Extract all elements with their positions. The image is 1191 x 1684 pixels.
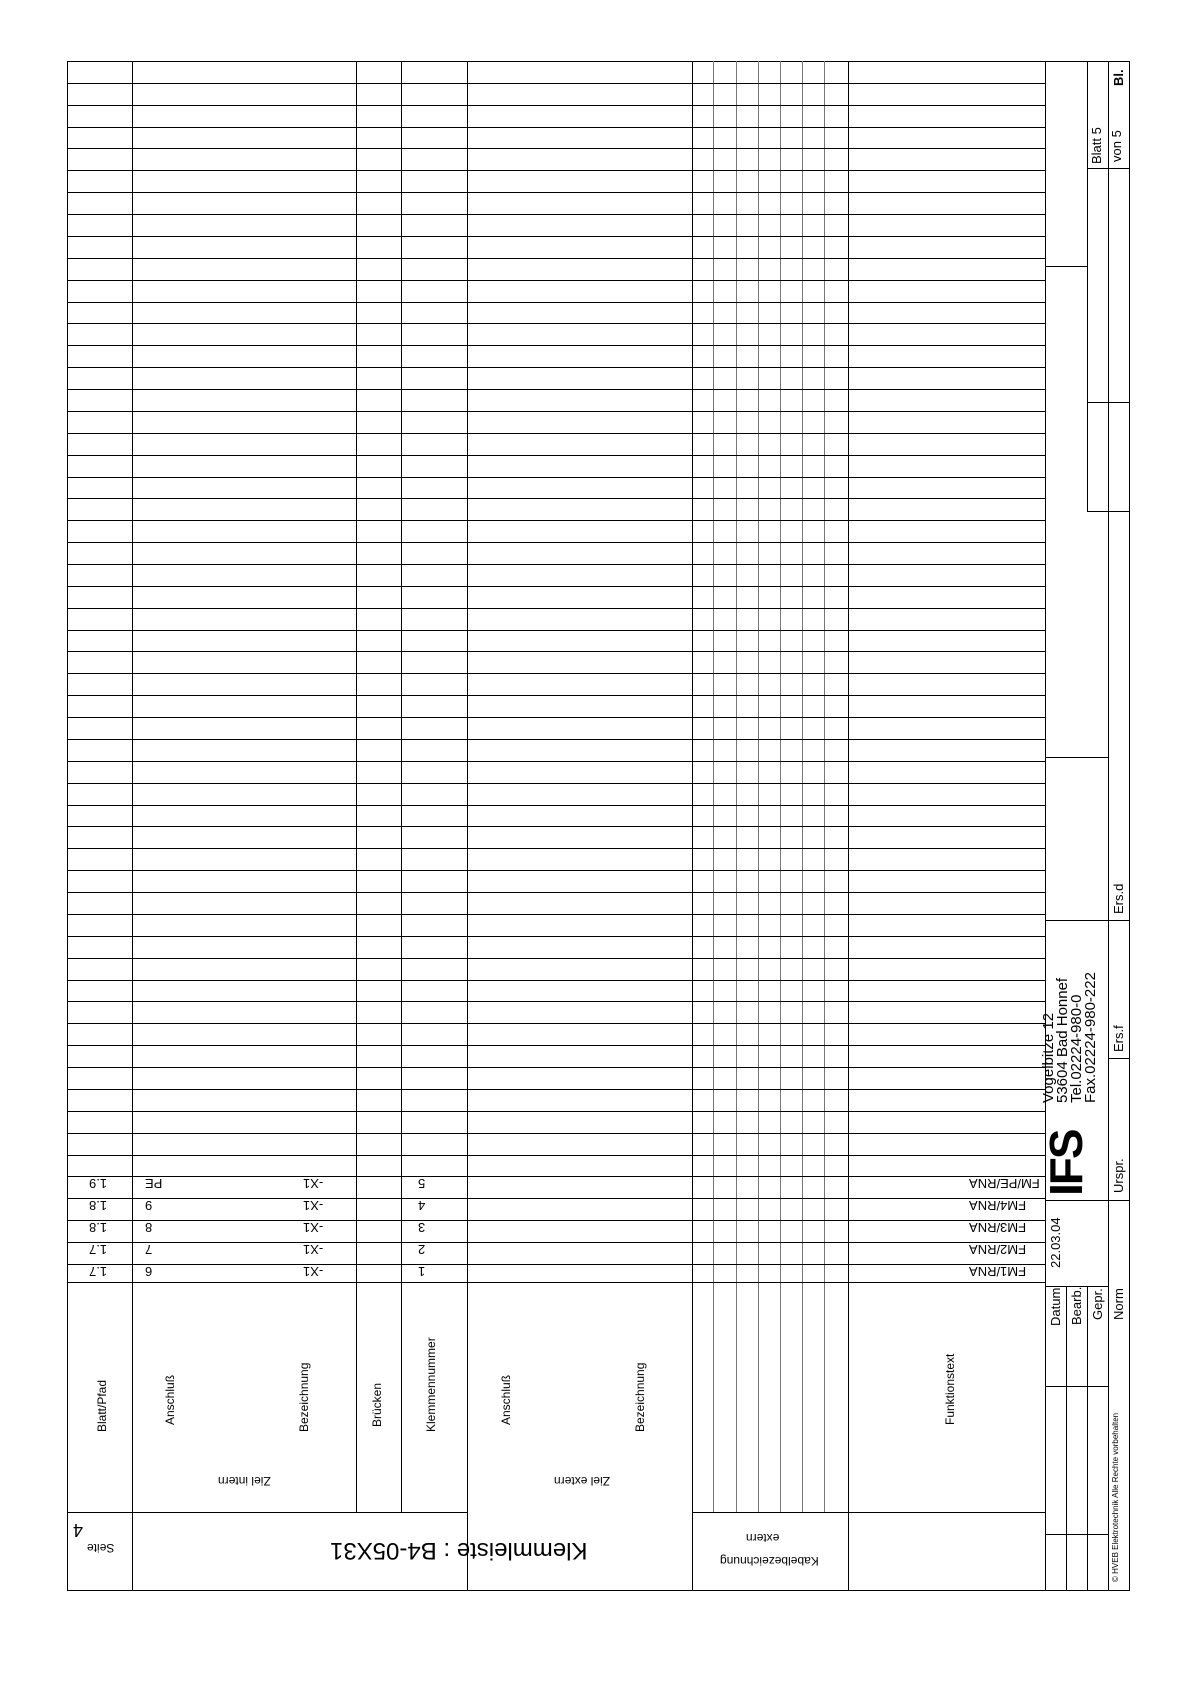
row-line [67, 805, 1045, 806]
cell-klemme: 3 [418, 1220, 426, 1235]
row-line [67, 477, 1045, 478]
header-blatt-pfad: Blatt/Pfad [95, 1379, 109, 1432]
row-line [67, 1155, 1045, 1156]
cell-funktion: FM4/RNA [969, 1198, 1027, 1213]
row-line [67, 564, 1045, 565]
row-line [67, 498, 1045, 499]
row-line [67, 1089, 1045, 1090]
cell-blatt: 1.8 [89, 1220, 108, 1235]
row-line [67, 695, 1045, 696]
header-anschluss-extern: Anschluß [499, 1374, 513, 1425]
row-line [67, 280, 1045, 281]
row-line [67, 433, 1045, 434]
company-address [1042, 903, 1098, 1103]
cell-bezeichnung: -X1 [303, 1264, 324, 1279]
cell-blatt: 1.7 [89, 1242, 108, 1257]
row-line [67, 83, 1045, 84]
row-line [67, 848, 1045, 849]
row-line [67, 673, 1045, 674]
row-line [67, 739, 1045, 740]
row-line [67, 717, 1045, 718]
datum-value: 22.03.04 [1048, 1217, 1063, 1268]
row-line [67, 455, 1045, 456]
row-line [67, 1023, 1045, 1024]
header-funktionstext: Funktionstext [943, 1353, 957, 1425]
header-kabel-1: Kabelbezeichnung [720, 1554, 819, 1568]
cell-klemme: 1 [418, 1264, 426, 1279]
row-line [67, 936, 1045, 937]
row-line [67, 236, 1045, 237]
bearb-label: Bearb. [1069, 1286, 1084, 1325]
copyright-note: © HVEB Elektrotechnik Alle Rechte vorbehalten [1111, 1412, 1120, 1582]
row-line [67, 651, 1045, 652]
ersf-label: Ers.f [1111, 1025, 1126, 1052]
strip-title: Klemmleiste : B4-05X31 [330, 1537, 588, 1564]
address-line: Tel.02224-980-0 [1068, 994, 1085, 1103]
cell-bezeichnung: -X1 [303, 1176, 324, 1191]
row-line [67, 214, 1045, 215]
row-line [67, 1067, 1045, 1068]
header-anschluss-intern: Anschluß [163, 1374, 177, 1425]
cell-funktion: FM1/RNA [969, 1264, 1027, 1279]
address-line: Vogelbitze 12 [1040, 1012, 1057, 1103]
row-line [67, 783, 1045, 784]
header-bezeichnung-intern: Bezeichnung [297, 1362, 311, 1432]
row-line [67, 630, 1045, 631]
row-line [67, 980, 1045, 981]
row-line [67, 542, 1045, 543]
header-kabel-2: extern [746, 1531, 780, 1545]
row-line [67, 367, 1045, 368]
row-line [67, 914, 1045, 915]
page-label: Seite [87, 1541, 115, 1555]
urspr-label: Urspr. [1111, 1158, 1126, 1193]
cell-klemme: 4 [418, 1198, 426, 1213]
row-line [67, 1111, 1045, 1112]
address-line: Fax.02224-980-222 [1082, 972, 1099, 1103]
header-klemmennummer: Klemmennummer [424, 1337, 438, 1432]
row-line [67, 345, 1045, 346]
row-line [67, 127, 1045, 128]
cell-anschluss: 9 [145, 1198, 153, 1213]
cell-anschluss: 7 [145, 1242, 153, 1257]
table-row [67, 1195, 1045, 1217]
row-line [67, 148, 1045, 149]
row-line [67, 1001, 1045, 1002]
header-ziel-intern: Ziel intern [218, 1474, 271, 1488]
cell-funktion: FM3/RNA [969, 1220, 1027, 1235]
cell-klemme: 5 [418, 1176, 426, 1191]
sheet-number: Blatt 5 [1089, 127, 1104, 164]
row-line [67, 302, 1045, 303]
row-line [67, 389, 1045, 390]
company-logo: IFS [1040, 1130, 1092, 1196]
page-number: 4 [73, 1520, 84, 1540]
cell-bezeichnung: -X1 [303, 1242, 324, 1257]
datum-label: Datum [1048, 1287, 1063, 1326]
cell-anschluss: PE [145, 1176, 163, 1191]
cell-funktion: FM/PE/RNA [969, 1176, 1040, 1191]
row-line [67, 520, 1045, 521]
row-line [67, 1045, 1045, 1046]
row-line [67, 192, 1045, 193]
row-line [67, 586, 1045, 587]
cell-anschluss: 8 [145, 1220, 153, 1235]
norm-label: Norm [1111, 1288, 1126, 1320]
row-line [67, 761, 1045, 762]
table-row [67, 1217, 1045, 1239]
sheet-total: von 5 [1109, 130, 1124, 162]
cell-blatt: 1.7 [89, 1264, 108, 1279]
address-line: 53604 Bad Honnef [1054, 977, 1071, 1103]
row-line [67, 1133, 1045, 1134]
row-line [67, 870, 1045, 871]
header-bezeichnung-extern: Bezeichnung [633, 1362, 647, 1432]
row-line [67, 258, 1045, 259]
cell-bezeichnung: -X1 [303, 1198, 324, 1213]
row-line [67, 892, 1045, 893]
cell-anschluss: 6 [145, 1264, 153, 1279]
bl-label: Bl. [1111, 69, 1126, 86]
cell-blatt: 1.8 [89, 1198, 108, 1213]
table-row [67, 1261, 1045, 1283]
row-line [67, 826, 1045, 827]
ersd-label: Ers.d [1111, 883, 1126, 914]
row-line [67, 411, 1045, 412]
cell-bezeichnung: -X1 [303, 1220, 324, 1235]
cell-funktion: FM2/RNA [969, 1242, 1027, 1257]
cell-klemme: 2 [418, 1242, 426, 1257]
row-line [67, 608, 1045, 609]
header-bruecken: Brücken [370, 1382, 384, 1427]
header-ziel-extern: Ziel extern [554, 1474, 611, 1488]
table-row [67, 1239, 1045, 1261]
cell-blatt: 1.9 [89, 1176, 108, 1191]
row-line [67, 958, 1045, 959]
table-row [67, 1173, 1045, 1195]
row-line [67, 323, 1045, 324]
gepr-label: Gepr. [1090, 1288, 1105, 1320]
row-line [67, 170, 1045, 171]
row-line [67, 105, 1045, 106]
